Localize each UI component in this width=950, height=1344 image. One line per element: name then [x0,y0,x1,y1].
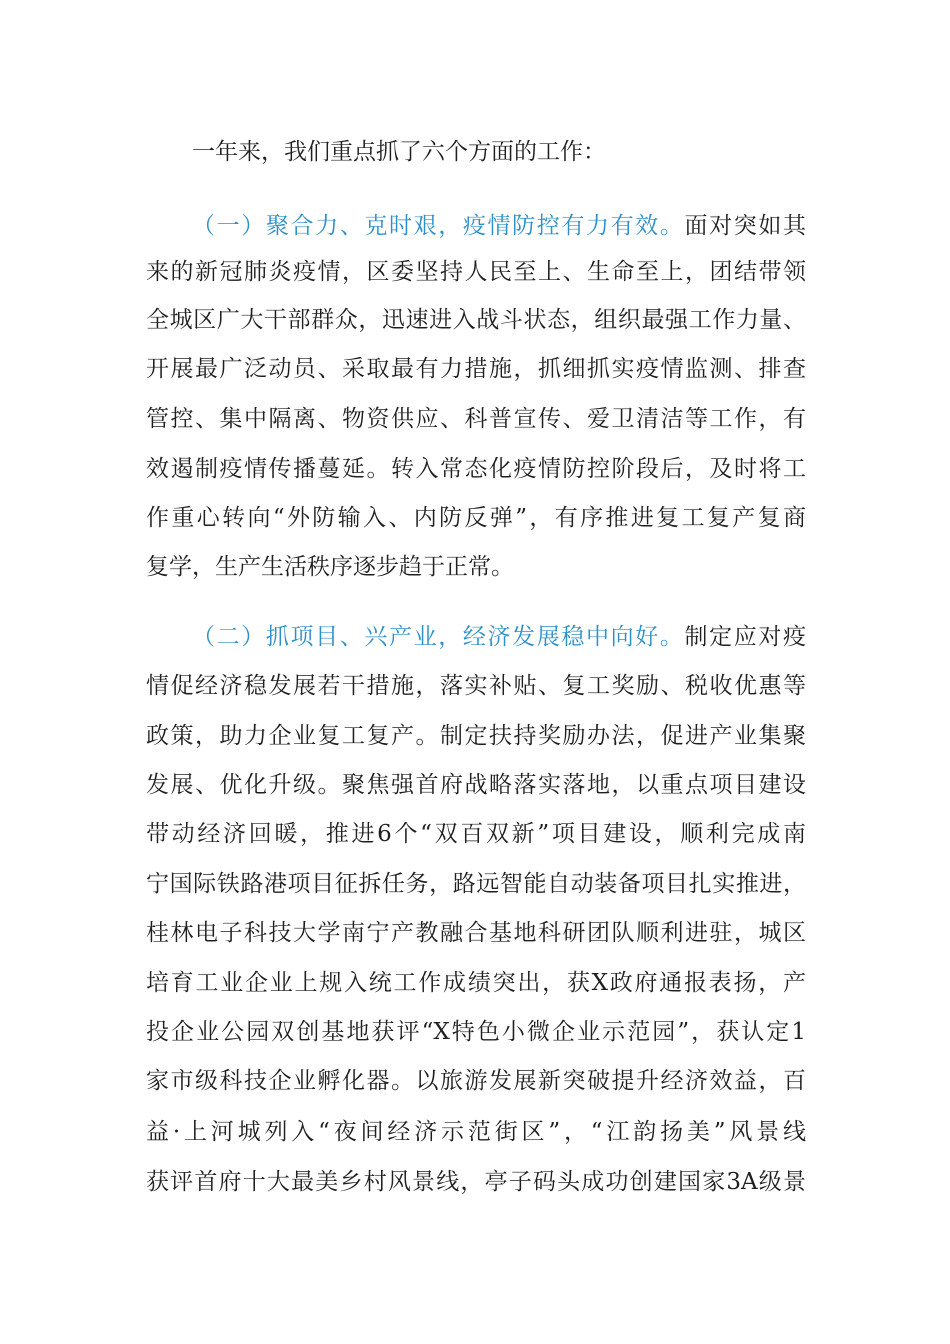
section1-line: 效遏制疫情传播蔓延。转入常态化疫情防控阶段后，及时将工 [146,456,806,482]
intro-paragraph [192,128,806,176]
section1-line: 全城区广大干部群众，迅速进入战斗状态，组织最强工作力量、 [146,307,806,333]
section2-line: 培育工业企业上规入统工作成绩突出，获X政府通报表扬，产 [146,970,806,996]
section2-line: 桂林电子科技大学南宁产教融合基地科研团队顺利进驻，城区 [146,920,806,946]
section2-first-rest: 制定应对疫 [684,624,806,650]
section1-heading: （一）聚合力、克时艰，疫情防控有力有效。 [192,213,685,239]
section2-line: 政策，助力企业复工复产。制定扶持奖励办法，促进产业集聚 [146,723,806,749]
section1-first-line [192,202,806,250]
section1-line: 来的新冠肺炎疫情，区委坚持人民至上、生命至上，团结带领 [146,259,806,285]
section2-line: 发展、优化升级。聚焦强首府战略落实落地，以重点项目建设 [146,772,806,798]
section1-first-rest: 面对突如其 [684,213,806,239]
section2-line: 获评首府十大最美乡村风景线，亭子码头成功创建国家3A级景 [146,1169,806,1195]
section2-line: 带动经济回暖，推进6个“双百双新”项目建设，顺利完成南 [146,821,806,847]
intro-text: 一年来，我们重点抓了六个方面的工作： [192,139,606,165]
section1-line: 复学，生产生活秩序逐步趋于正常。 [146,554,514,580]
section2-line: 情促经济稳发展若干措施，落实补贴、复工奖励、税收优惠等 [146,673,806,699]
section2-heading: （二）抓项目、兴产业，经济发展稳中向好。 [192,624,685,650]
section1-line: 管控、集中隔离、物资供应、科普宣传、爱卫清洁等工作，有 [146,406,806,432]
section1-line: 开展最广泛动员、采取最有力措施，抓细抓实疫情监测、排查 [146,356,806,382]
section2-line: 益·上河城列入“夜间经济示范街区”，“江韵扬美”风景线 [146,1119,806,1145]
section2-line: 投企业公园双创基地获评“X特色小微企业示范园”，获认定1 [146,1019,806,1045]
section2-first-line [192,613,806,661]
section2-line: 家市级科技企业孵化器。以旅游发展新突破提升经济效益，百 [146,1068,806,1094]
section2-line: 宁国际铁路港项目征拆任务，路远智能自动装备项目扎实推进， [146,871,806,897]
section1-line: 作重心转向“外防输入、内防反弹”，有序推进复工复产复商 [146,505,806,531]
